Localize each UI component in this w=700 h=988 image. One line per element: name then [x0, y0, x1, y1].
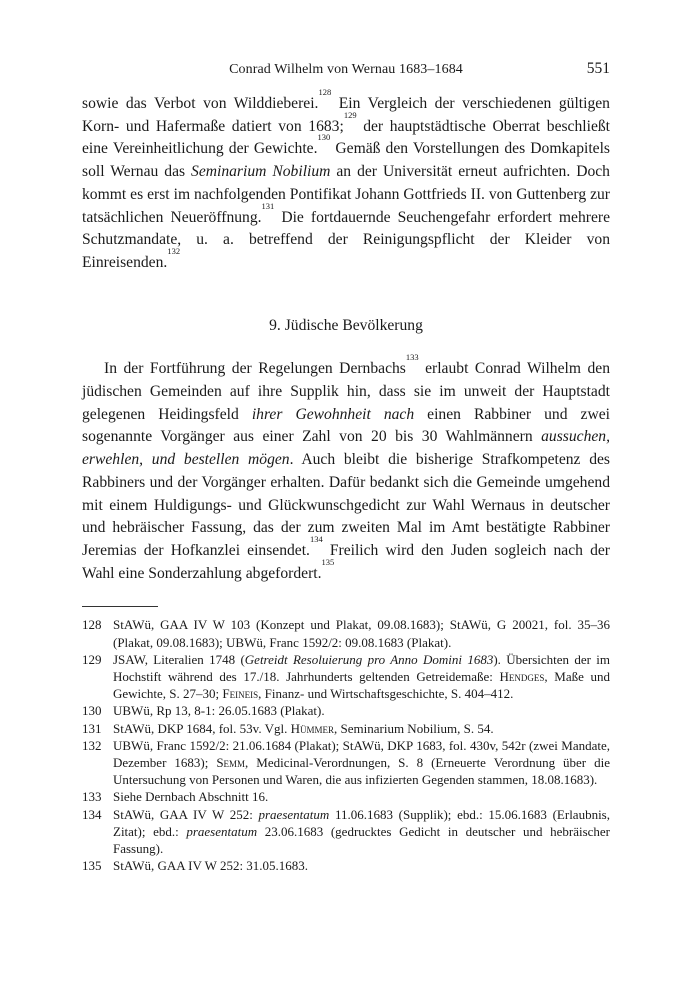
footnote-separator — [82, 606, 158, 607]
footnote-text — [113, 806, 610, 858]
footnote-text — [113, 857, 610, 874]
text-run: StAWü, DKP 1684, fol. 53v. Vgl. — [113, 720, 291, 736]
author-name: Feineis — [222, 686, 259, 702]
footnote-number: 129 — [82, 651, 102, 667]
text-run: UBWü, Franc 1592/2: 21.06.1684 (Plakat); StAWü, DKP 1683, fol. 430v, 542r (zwei Mandate, Dezember 1683); — [113, 737, 610, 770]
text-run: Freilich wird den Juden sogleich nach der Wahl eine Sonderzahlung abgefordert. — [82, 541, 610, 582]
author-name: Hümmer — [290, 720, 335, 736]
footnote-ref[interactable]: 128 — [318, 87, 332, 97]
footnote-text — [113, 702, 610, 719]
footnote-text — [113, 788, 610, 805]
footnote-number: 128 — [82, 617, 102, 633]
text-run: einen Rabbiner und zwei sogenannte Vorgänger aus einer Zahl von 20 bis 30 Wahlmännern — [82, 405, 610, 446]
footnote — [82, 788, 610, 805]
footnote — [82, 702, 610, 719]
footnote — [82, 857, 610, 874]
footnotes — [82, 616, 610, 874]
text-run: , Seminarium Nobilium, S. 54. — [334, 720, 494, 736]
text-run: In der Fortführung der Regelungen Dernbachs — [104, 360, 406, 378]
running-title: Conrad Wilhelm von Wernau 1683–1684 — [229, 62, 463, 77]
text-run: , Finanz- und Wirtschaftsgeschichte, S. 404–412. — [258, 686, 514, 702]
text-run: erlaubt Conrad Wilhelm den jüdischen Gemeinden auf ihre Supplik hin, dass sie im unweit der Hauptstadt gelegenen Heidingsfeld — [82, 360, 610, 423]
text-run: StAWü, GAA IV W 252: — [113, 806, 259, 822]
footnote-text — [113, 720, 610, 737]
footnote — [82, 616, 610, 650]
footnote-number: 133 — [82, 789, 102, 805]
italic-text: Getreidt Resoluierung pro Anno Domini 1683 — [244, 651, 494, 667]
footnote-ref[interactable]: 130 — [317, 132, 331, 143]
footnote — [82, 806, 610, 858]
footnote-ref[interactable]: 134 — [309, 533, 323, 544]
text-run: der hauptstädtische Oberrat beschließt eine Vereinheitlichung der Gewichte. — [82, 117, 610, 158]
book-page — [82, 60, 610, 874]
footnote-number: 132 — [82, 737, 102, 753]
footnote-ref[interactable]: 132 — [167, 245, 181, 256]
italic-text: Seminarium Nobilium — [191, 163, 331, 181]
footnote — [82, 651, 610, 703]
footnote-text — [113, 651, 610, 703]
author-name: Hendges — [499, 668, 545, 684]
text-run: 23.06.1683 (gedrucktes Gedicht in deutscher und hebräischer Fassung). — [113, 823, 611, 856]
footnote-text — [113, 737, 610, 789]
section-heading: 9. Jüdische Bevölkerung — [269, 316, 423, 334]
text-run: UBWü, Rp 13, 8-1: 26.05.1683 (Plakat). — [113, 703, 325, 719]
text-run: sowie das Verbot von Wilddieberei. — [82, 95, 319, 112]
text-run: . Auch bleibt die bisherige Strafkompetenz des Rabbiners und der Vorgänger erhalten. Dafür bedankt sich die Gemeinde umgehend mit einem Huldigungs- und Glückwunschgedicht zur Wahl Wernaus in deutscher und hebräischer Fassung, das der zum zweiten Mal im Amt bestätigte Rabbiner Jeremias der Hofkanzlei einsendet. — [82, 451, 610, 559]
footnote — [82, 737, 610, 789]
footnote-text — [113, 616, 610, 650]
running-header — [82, 60, 610, 86]
footnote — [82, 720, 610, 737]
page-number: 551 — [586, 60, 610, 77]
footnote-number: 131 — [82, 720, 102, 736]
italic-text: praesentatum — [258, 806, 330, 822]
text-run: Die fortdauernde Seuchengefahr erfordert mehrere Schutzmandate, u. a. betreffend der Reinigungspflicht der Kleider von Einreisenden. — [82, 208, 610, 271]
text-run: 11.06.1683 (Supplik); ebd.: 15.06.1683 (Erlaubnis, Zitat); ebd.: — [113, 806, 610, 839]
text-run: Gemäß den Vorstellungen des Domkapitels soll Wernau das — [82, 140, 610, 181]
text-run: Ein Vergleich der verschiedenen gültigen Korn- und Hafermaße datiert von 1683; — [82, 95, 610, 135]
footnote-ref[interactable]: 133 — [405, 352, 419, 363]
italic-text: aussuchen, erwehlen, und bestellen mögen — [82, 428, 610, 469]
italic-text: praesentatum — [186, 823, 258, 839]
footnote-ref[interactable]: 129 — [343, 109, 357, 120]
text-run: Siehe Dernbach Abschnitt 16. — [113, 789, 269, 805]
text-run: StAWü, GAA IV W 103 (Konzept und Plakat, 09.08.1683); StAWü, G 20021, fol. 35–36 (Plakat, 09.08.1683); UBWü, Franc 1592/2: 09.08.1683 (Plakat). — [113, 617, 610, 650]
footnote-number: 134 — [82, 806, 102, 822]
footnote-number: 135 — [82, 858, 102, 874]
text-run: , Maße und Gewichte, S. 27–30; — [113, 668, 610, 702]
text-run: JSAW, Literalien 1748 ( — [113, 651, 245, 667]
paragraph — [82, 87, 610, 275]
footnote-ref[interactable]: 131 — [261, 200, 275, 211]
text-run: an der Universität erneut aufrichten. Doch kommt es erst im nachfolgenden Pontifikat Johann Gottfrieds II. von Guttenberg zur tatsächlichen Neueröffnung. — [82, 163, 610, 226]
text-run: StAWü, GAA IV W 252: 31.05.1683. — [113, 858, 309, 874]
text-run: ). Übersichten der im Hochstift während des 17./18. Jahrhunderts geltenden Getreidemaße: — [113, 651, 610, 684]
italic-text: ihrer Gewohnheit nach — [251, 405, 415, 423]
paragraph — [82, 352, 610, 585]
footnote-number: 130 — [82, 703, 102, 719]
footnote-ref[interactable]: 135 — [321, 556, 335, 567]
main-text — [82, 87, 610, 585]
text-run: , Medicinal-Verordnungen, S. 8 (Erneuerte Verordnung über die Untersuchung von Personen und Waren, die aus infizierten Gegenden stammen, 18.08.1683). — [113, 754, 610, 788]
author-name: Semm — [216, 754, 246, 770]
